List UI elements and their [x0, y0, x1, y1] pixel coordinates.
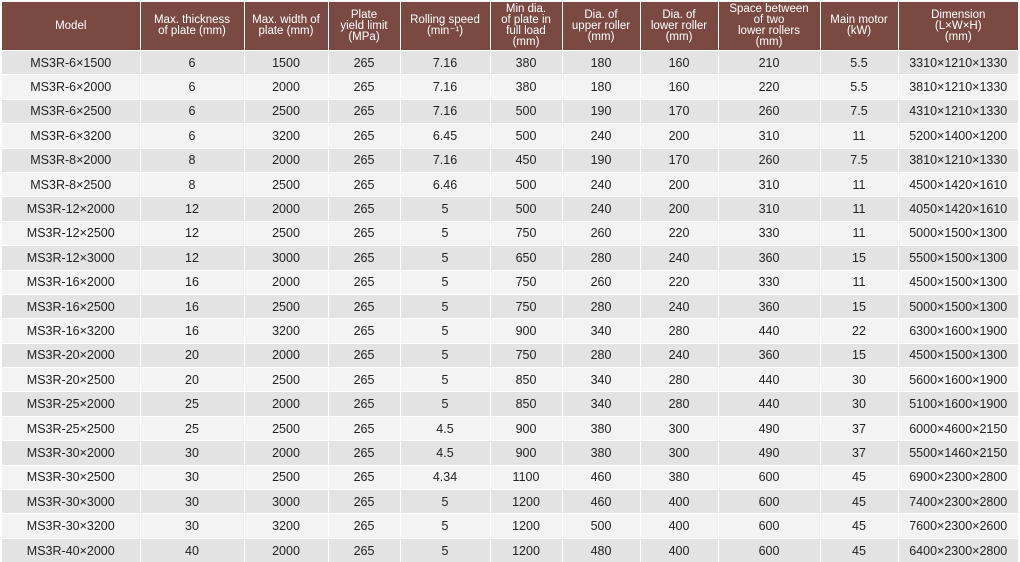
- cell-min-dia: 500: [490, 124, 562, 148]
- cell-max-thickness: 6: [140, 51, 244, 75]
- cell-max-width: 2500: [244, 294, 328, 318]
- cell-main-motor: 45: [820, 490, 898, 514]
- cell-dimension: 4500×1500×1300: [898, 270, 1018, 294]
- cell-main-motor: 11: [820, 221, 898, 245]
- cell-yield-limit: 265: [328, 319, 400, 343]
- cell-main-motor: 45: [820, 538, 898, 562]
- cell-main-motor: 11: [820, 270, 898, 294]
- cell-dimension: 6300×1600×1900: [898, 319, 1018, 343]
- cell-rolling-speed: 4.5: [400, 416, 490, 440]
- cell-rolling-speed: 5: [400, 270, 490, 294]
- cell-dimension: 3810×1210×1330: [898, 75, 1018, 99]
- col-header-dimension: Dimension (L×W×H) (mm): [898, 2, 1018, 51]
- cell-rolling-speed: 5: [400, 514, 490, 538]
- table-row: [2, 75, 1018, 99]
- cell-min-dia: 750: [490, 343, 562, 367]
- cell-min-dia: 900: [490, 416, 562, 440]
- cell-max-width: 1500: [244, 51, 328, 75]
- cell-max-width: 2500: [244, 465, 328, 489]
- cell-model: MS3R-30×2000: [2, 441, 140, 465]
- cell-rolling-speed: 7.16: [400, 51, 490, 75]
- cell-dimension: 5000×1500×1300: [898, 294, 1018, 318]
- table-row: [2, 294, 1018, 318]
- header-row: [2, 2, 1018, 51]
- cell-roller-space: 260: [718, 148, 820, 172]
- col-header-yield-limit: Plate yield limit (MPa): [328, 2, 400, 51]
- table-row: [2, 148, 1018, 172]
- cell-model: MS3R-6×2500: [2, 99, 140, 123]
- cell-upper-roller: 240: [562, 197, 640, 221]
- cell-model: MS3R-8×2000: [2, 148, 140, 172]
- cell-roller-space: 440: [718, 368, 820, 392]
- cell-yield-limit: 265: [328, 392, 400, 416]
- cell-yield-limit: 265: [328, 538, 400, 562]
- cell-model: MS3R-30×3200: [2, 514, 140, 538]
- cell-model: MS3R-25×2500: [2, 416, 140, 440]
- cell-main-motor: 37: [820, 416, 898, 440]
- cell-main-motor: 22: [820, 319, 898, 343]
- cell-yield-limit: 265: [328, 416, 400, 440]
- cell-main-motor: 7.5: [820, 99, 898, 123]
- cell-rolling-speed: 4.5: [400, 441, 490, 465]
- cell-max-thickness: 40: [140, 538, 244, 562]
- table-row: [2, 221, 1018, 245]
- cell-roller-space: 310: [718, 197, 820, 221]
- cell-min-dia: 450: [490, 148, 562, 172]
- cell-dimension: 6400×2300×2800: [898, 538, 1018, 562]
- col-header-model: Model: [2, 2, 140, 51]
- cell-min-dia: 380: [490, 51, 562, 75]
- cell-roller-space: 310: [718, 172, 820, 196]
- cell-yield-limit: 265: [328, 294, 400, 318]
- cell-max-thickness: 20: [140, 343, 244, 367]
- table-row: [2, 319, 1018, 343]
- cell-upper-roller: 340: [562, 319, 640, 343]
- cell-lower-roller: 200: [640, 172, 718, 196]
- cell-max-thickness: 16: [140, 270, 244, 294]
- cell-min-dia: 850: [490, 368, 562, 392]
- cell-main-motor: 5.5: [820, 51, 898, 75]
- cell-max-width: 2500: [244, 172, 328, 196]
- cell-yield-limit: 265: [328, 124, 400, 148]
- cell-min-dia: 750: [490, 294, 562, 318]
- col-header-min-dia: Min dia. of plate in full load (mm): [490, 2, 562, 51]
- cell-upper-roller: 340: [562, 392, 640, 416]
- cell-lower-roller: 170: [640, 99, 718, 123]
- cell-model: MS3R-12×2500: [2, 221, 140, 245]
- cell-rolling-speed: 5: [400, 319, 490, 343]
- cell-rolling-speed: 7.16: [400, 75, 490, 99]
- cell-max-width: 2000: [244, 75, 328, 99]
- cell-roller-space: 310: [718, 124, 820, 148]
- cell-min-dia: 1100: [490, 465, 562, 489]
- cell-max-width: 3200: [244, 514, 328, 538]
- cell-max-thickness: 12: [140, 221, 244, 245]
- table-header: [2, 2, 1018, 51]
- cell-rolling-speed: 7.16: [400, 148, 490, 172]
- cell-max-thickness: 30: [140, 514, 244, 538]
- cell-upper-roller: 180: [562, 51, 640, 75]
- cell-yield-limit: 265: [328, 270, 400, 294]
- cell-upper-roller: 240: [562, 172, 640, 196]
- cell-model: MS3R-6×3200: [2, 124, 140, 148]
- cell-lower-roller: 400: [640, 514, 718, 538]
- cell-lower-roller: 380: [640, 465, 718, 489]
- cell-roller-space: 220: [718, 75, 820, 99]
- cell-lower-roller: 240: [640, 343, 718, 367]
- cell-roller-space: 360: [718, 343, 820, 367]
- cell-lower-roller: 280: [640, 368, 718, 392]
- cell-min-dia: 1200: [490, 538, 562, 562]
- cell-max-thickness: 30: [140, 465, 244, 489]
- cell-rolling-speed: 5: [400, 294, 490, 318]
- cell-yield-limit: 265: [328, 221, 400, 245]
- cell-main-motor: 5.5: [820, 75, 898, 99]
- cell-dimension: 3310×1210×1330: [898, 51, 1018, 75]
- cell-upper-roller: 190: [562, 99, 640, 123]
- cell-roller-space: 600: [718, 490, 820, 514]
- cell-model: MS3R-40×2000: [2, 538, 140, 562]
- cell-rolling-speed: 5: [400, 197, 490, 221]
- cell-roller-space: 600: [718, 514, 820, 538]
- cell-max-width: 3200: [244, 319, 328, 343]
- cell-min-dia: 500: [490, 197, 562, 221]
- table-row: [2, 197, 1018, 221]
- cell-model: MS3R-30×2500: [2, 465, 140, 489]
- cell-yield-limit: 265: [328, 441, 400, 465]
- cell-lower-roller: 400: [640, 538, 718, 562]
- cell-yield-limit: 265: [328, 465, 400, 489]
- cell-min-dia: 650: [490, 246, 562, 270]
- cell-lower-roller: 220: [640, 221, 718, 245]
- cell-upper-roller: 190: [562, 148, 640, 172]
- cell-max-width: 2000: [244, 148, 328, 172]
- cell-min-dia: 900: [490, 441, 562, 465]
- cell-yield-limit: 265: [328, 343, 400, 367]
- cell-upper-roller: 380: [562, 441, 640, 465]
- cell-dimension: 3810×1210×1330: [898, 148, 1018, 172]
- cell-min-dia: 750: [490, 221, 562, 245]
- cell-yield-limit: 265: [328, 197, 400, 221]
- cell-roller-space: 330: [718, 270, 820, 294]
- cell-rolling-speed: 5: [400, 490, 490, 514]
- table-row: [2, 441, 1018, 465]
- cell-min-dia: 500: [490, 172, 562, 196]
- cell-model: MS3R-6×2000: [2, 75, 140, 99]
- cell-max-width: 3200: [244, 124, 328, 148]
- table-row: [2, 172, 1018, 196]
- cell-main-motor: 15: [820, 246, 898, 270]
- cell-min-dia: 380: [490, 75, 562, 99]
- cell-min-dia: 750: [490, 270, 562, 294]
- col-header-roller-space: Space between of two lower rollers (mm): [718, 2, 820, 51]
- cell-model: MS3R-8×2500: [2, 172, 140, 196]
- cell-upper-roller: 280: [562, 246, 640, 270]
- cell-max-thickness: 8: [140, 148, 244, 172]
- cell-rolling-speed: 5: [400, 538, 490, 562]
- cell-main-motor: 11: [820, 124, 898, 148]
- cell-model: MS3R-6×1500: [2, 51, 140, 75]
- cell-roller-space: 210: [718, 51, 820, 75]
- cell-yield-limit: 265: [328, 172, 400, 196]
- cell-main-motor: 11: [820, 197, 898, 221]
- cell-dimension: 5500×1460×2150: [898, 441, 1018, 465]
- cell-min-dia: 500: [490, 99, 562, 123]
- cell-main-motor: 11: [820, 172, 898, 196]
- cell-max-width: 2000: [244, 392, 328, 416]
- cell-rolling-speed: 5: [400, 221, 490, 245]
- cell-max-thickness: 6: [140, 75, 244, 99]
- cell-min-dia: 900: [490, 319, 562, 343]
- cell-lower-roller: 280: [640, 392, 718, 416]
- cell-main-motor: 30: [820, 368, 898, 392]
- table-row: [2, 416, 1018, 440]
- cell-max-thickness: 30: [140, 441, 244, 465]
- table-row: [2, 368, 1018, 392]
- cell-upper-roller: 480: [562, 538, 640, 562]
- col-header-max-width: Max. width of plate (mm): [244, 2, 328, 51]
- cell-rolling-speed: 4.34: [400, 465, 490, 489]
- cell-model: MS3R-25×2000: [2, 392, 140, 416]
- cell-max-thickness: 25: [140, 392, 244, 416]
- cell-yield-limit: 265: [328, 368, 400, 392]
- cell-lower-roller: 200: [640, 124, 718, 148]
- cell-lower-roller: 200: [640, 197, 718, 221]
- cell-rolling-speed: 6.45: [400, 124, 490, 148]
- table-row: [2, 392, 1018, 416]
- cell-model: MS3R-16×2500: [2, 294, 140, 318]
- cell-rolling-speed: 5: [400, 246, 490, 270]
- cell-dimension: 5500×1500×1300: [898, 246, 1018, 270]
- cell-lower-roller: 400: [640, 490, 718, 514]
- cell-main-motor: 45: [820, 465, 898, 489]
- cell-max-width: 2000: [244, 538, 328, 562]
- cell-upper-roller: 500: [562, 514, 640, 538]
- cell-main-motor: 15: [820, 294, 898, 318]
- cell-rolling-speed: 5: [400, 343, 490, 367]
- cell-upper-roller: 260: [562, 270, 640, 294]
- cell-yield-limit: 265: [328, 148, 400, 172]
- cell-max-thickness: 8: [140, 172, 244, 196]
- cell-max-width: 2000: [244, 441, 328, 465]
- cell-max-width: 3000: [244, 246, 328, 270]
- cell-dimension: 7400×2300×2800: [898, 490, 1018, 514]
- cell-max-width: 2500: [244, 416, 328, 440]
- cell-dimension: 5600×1600×1900: [898, 368, 1018, 392]
- cell-upper-roller: 280: [562, 294, 640, 318]
- cell-dimension: 5200×1400×1200: [898, 124, 1018, 148]
- cell-roller-space: 600: [718, 465, 820, 489]
- cell-max-thickness: 30: [140, 490, 244, 514]
- cell-max-thickness: 16: [140, 294, 244, 318]
- cell-yield-limit: 265: [328, 246, 400, 270]
- cell-max-width: 2500: [244, 221, 328, 245]
- cell-lower-roller: 300: [640, 416, 718, 440]
- cell-max-width: 2500: [244, 99, 328, 123]
- cell-upper-roller: 260: [562, 221, 640, 245]
- cell-yield-limit: 265: [328, 514, 400, 538]
- cell-min-dia: 1200: [490, 490, 562, 514]
- cell-main-motor: 30: [820, 392, 898, 416]
- cell-yield-limit: 265: [328, 490, 400, 514]
- cell-yield-limit: 265: [328, 51, 400, 75]
- cell-roller-space: 490: [718, 416, 820, 440]
- cell-upper-roller: 240: [562, 124, 640, 148]
- cell-dimension: 4050×1420×1610: [898, 197, 1018, 221]
- cell-roller-space: 440: [718, 392, 820, 416]
- cell-max-thickness: 25: [140, 416, 244, 440]
- cell-lower-roller: 220: [640, 270, 718, 294]
- cell-lower-roller: 160: [640, 51, 718, 75]
- cell-max-thickness: 6: [140, 124, 244, 148]
- cell-dimension: 5000×1500×1300: [898, 221, 1018, 245]
- table-row: [2, 51, 1018, 75]
- cell-rolling-speed: 5: [400, 368, 490, 392]
- cell-model: MS3R-12×2000: [2, 197, 140, 221]
- table-row: [2, 465, 1018, 489]
- cell-lower-roller: 170: [640, 148, 718, 172]
- cell-model: MS3R-30×3000: [2, 490, 140, 514]
- cell-dimension: 7600×2300×2600: [898, 514, 1018, 538]
- cell-upper-roller: 180: [562, 75, 640, 99]
- cell-max-width: 3000: [244, 490, 328, 514]
- cell-max-thickness: 16: [140, 319, 244, 343]
- cell-rolling-speed: 7.16: [400, 99, 490, 123]
- cell-upper-roller: 380: [562, 416, 640, 440]
- cell-roller-space: 260: [718, 99, 820, 123]
- cell-model: MS3R-16×2000: [2, 270, 140, 294]
- cell-main-motor: 7.5: [820, 148, 898, 172]
- cell-max-thickness: 12: [140, 197, 244, 221]
- table-row: [2, 514, 1018, 538]
- cell-main-motor: 45: [820, 514, 898, 538]
- cell-roller-space: 360: [718, 294, 820, 318]
- cell-rolling-speed: 6.46: [400, 172, 490, 196]
- cell-lower-roller: 240: [640, 246, 718, 270]
- cell-dimension: 4500×1420×1610: [898, 172, 1018, 196]
- cell-roller-space: 490: [718, 441, 820, 465]
- cell-dimension: 4500×1500×1300: [898, 343, 1018, 367]
- cell-model: MS3R-20×2500: [2, 368, 140, 392]
- table-row: [2, 124, 1018, 148]
- cell-min-dia: 1200: [490, 514, 562, 538]
- cell-max-width: 2000: [244, 197, 328, 221]
- table-row: [2, 270, 1018, 294]
- cell-max-thickness: 20: [140, 368, 244, 392]
- cell-max-width: 2500: [244, 368, 328, 392]
- cell-model: MS3R-16×3200: [2, 319, 140, 343]
- col-header-lower-roller: Dia. of lower roller (mm): [640, 2, 718, 51]
- col-header-max-thickness: Max. thickness of plate (mm): [140, 2, 244, 51]
- table-row: [2, 246, 1018, 270]
- cell-max-width: 2000: [244, 343, 328, 367]
- cell-upper-roller: 280: [562, 343, 640, 367]
- cell-max-thickness: 12: [140, 246, 244, 270]
- cell-upper-roller: 460: [562, 490, 640, 514]
- cell-roller-space: 360: [718, 246, 820, 270]
- cell-max-thickness: 6: [140, 99, 244, 123]
- cell-roller-space: 440: [718, 319, 820, 343]
- cell-min-dia: 850: [490, 392, 562, 416]
- cell-yield-limit: 265: [328, 75, 400, 99]
- cell-lower-roller: 300: [640, 441, 718, 465]
- table-row: [2, 490, 1018, 514]
- cell-dimension: 6900×2300×2800: [898, 465, 1018, 489]
- table-body: [2, 51, 1018, 562]
- cell-upper-roller: 340: [562, 368, 640, 392]
- spec-table: [2, 2, 1018, 562]
- cell-main-motor: 37: [820, 441, 898, 465]
- cell-dimension: 6000×4600×2150: [898, 416, 1018, 440]
- cell-roller-space: 600: [718, 538, 820, 562]
- table-row: [2, 99, 1018, 123]
- cell-lower-roller: 240: [640, 294, 718, 318]
- cell-rolling-speed: 5: [400, 392, 490, 416]
- table-row: [2, 343, 1018, 367]
- cell-yield-limit: 265: [328, 99, 400, 123]
- cell-lower-roller: 160: [640, 75, 718, 99]
- col-header-upper-roller: Dia. of upper roller (mm): [562, 2, 640, 51]
- cell-dimension: 4310×1210×1330: [898, 99, 1018, 123]
- cell-roller-space: 330: [718, 221, 820, 245]
- col-header-rolling-speed: Rolling speed (min⁻¹): [400, 2, 490, 51]
- cell-model: MS3R-20×2000: [2, 343, 140, 367]
- cell-main-motor: 15: [820, 343, 898, 367]
- table-row: [2, 538, 1018, 562]
- cell-lower-roller: 280: [640, 319, 718, 343]
- cell-dimension: 5100×1600×1900: [898, 392, 1018, 416]
- cell-model: MS3R-12×3000: [2, 246, 140, 270]
- cell-upper-roller: 460: [562, 465, 640, 489]
- cell-max-width: 2000: [244, 270, 328, 294]
- col-header-main-motor: Main motor (kW): [820, 2, 898, 51]
